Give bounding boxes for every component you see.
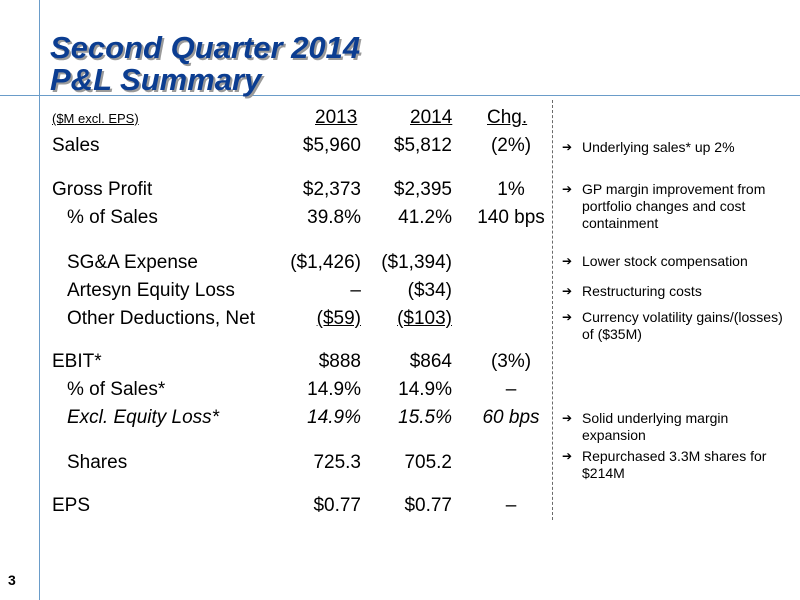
gp-pct-chg: 140 bps [477,207,545,228]
shares-2014: 705.2 [404,452,452,473]
ebit-2013: $888 [318,351,361,372]
note-text: Lower stock compensation [582,253,748,269]
gross-profit-2013: $2,373 [302,179,361,200]
arrow-right-icon: ➔ [562,284,573,298]
arrow-right-icon: ➔ [562,254,573,268]
title-line-2: P&L Summary [50,62,262,97]
header-chg: Chg. [487,107,528,128]
ebit-pct-2013: 14.9% [307,379,361,400]
row-label-artesyn: Artesyn Equity Loss [67,280,235,301]
ebit-chg: (3%) [490,351,532,372]
row-label-eps: EPS [52,495,91,516]
row-label-excl-equity-loss: Excl. Equity Loss* [67,407,220,428]
note-sales [562,139,792,156]
slide-title [50,32,360,96]
row-label-gp-pct: % of Sales [67,207,158,228]
sales-chg: (2%) [490,135,532,156]
header-2013: 2013 [315,107,358,128]
page-number: 3 [8,572,16,588]
arrow-right-icon: ➔ [562,310,573,324]
gp-pct-2013: 39.8% [307,207,361,228]
ebit-pct-2014: 14.9% [398,379,452,400]
note-text: Currency volatility gains/(losses) of ($35M) [582,309,783,342]
left-rule [39,0,40,600]
sales-2013: $5,960 [302,135,361,156]
arrow-right-icon: ➔ [562,449,573,463]
note-text: GP margin improvement from portfolio changes and cost containment [582,181,766,231]
row-label-ebit-pct: % of Sales* [67,379,166,400]
row-label-other-deductions: Other Deductions, Net [67,308,255,329]
excl-equity-loss-2013: 14.9% [307,407,361,428]
title-line-1: Second Quarter 2014 [50,30,361,65]
excl-equity-loss-2014: 15.5% [398,407,452,428]
note-text: Solid underlying margin expansion [582,410,729,443]
arrow-right-icon: ➔ [562,182,573,196]
note-gross-profit [562,181,792,232]
eps-2013: $0.77 [313,495,361,516]
ebit-pct-chg: – [505,379,517,400]
shares-2013: 725.3 [313,452,361,473]
sales-2014: $5,812 [393,135,452,156]
row-label-gross-profit: Gross Profit [52,179,153,200]
note-text: Repurchased 3.3M shares for $214M [582,448,767,481]
row-label-shares: Shares [67,452,128,473]
gross-profit-2014: $2,395 [393,179,452,200]
sga-2013: ($1,426) [290,252,361,273]
ebit-2014: $864 [409,351,452,372]
gross-profit-chg: 1% [497,179,525,200]
note-text: Restructuring costs [582,283,702,299]
unit-label: ($M excl. EPS) [52,111,139,126]
artesyn-2013: – [350,280,361,301]
eps-2014: $0.77 [404,495,452,516]
note-shares [562,448,792,482]
eps-chg: – [505,495,517,516]
header-2014: 2014 [410,107,453,128]
artesyn-2014: ($34) [407,280,452,301]
gp-pct-2014: 41.2% [398,207,452,228]
notes-divider [552,100,553,520]
row-label-sga: SG&A Expense [67,252,198,273]
other-deductions-2013: ($59) [316,308,361,329]
note-sga [562,253,792,270]
note-margin [562,410,792,444]
note-artesyn [562,283,792,300]
note-other-deductions [562,309,792,343]
row-label-sales: Sales [52,135,100,156]
arrow-right-icon: ➔ [562,411,573,425]
sga-2014: ($1,394) [381,252,452,273]
arrow-right-icon: ➔ [562,140,573,154]
excl-equity-loss-chg: 60 bps [482,407,540,428]
other-deductions-2014: ($103) [397,308,452,329]
note-text: Underlying sales* up 2% [582,139,735,155]
row-label-ebit: EBIT* [52,351,102,372]
